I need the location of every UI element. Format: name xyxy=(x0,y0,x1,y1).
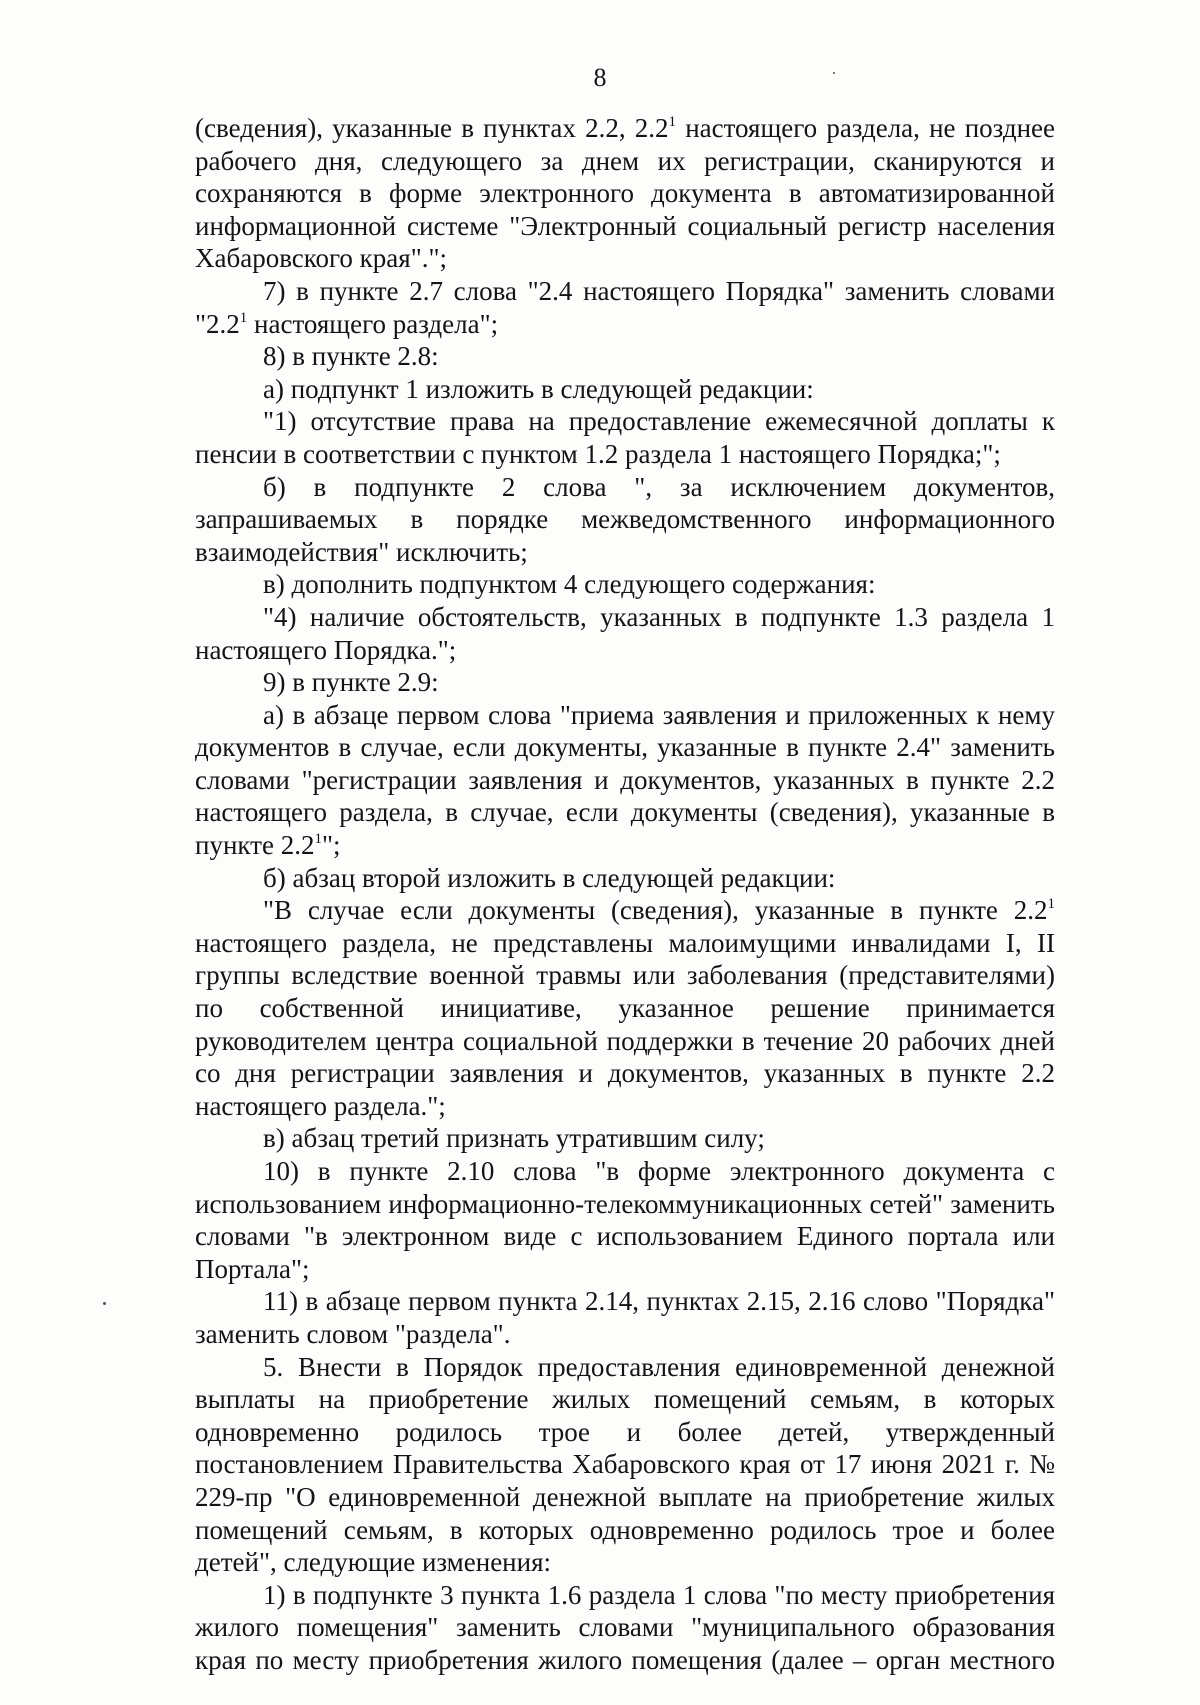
paragraph xyxy=(195,666,1055,699)
paragraph-text: 1) в подпункте 3 пункта 1.6 раздела 1 слова "по месту приобретения жилого помещения" заменить словами "муниципального образования края по месту приобретения жилого помещения (далее – орган местного xyxy=(195,1579,1055,1675)
paragraph-text: настоящего раздела, не представлены малоимущими инвалидами I, II группы вследствие военной травмы или заболевания (представителями) по собственной инициативе, указанное решение принимается руководителем центра социальной поддержки в течение 20 рабочих дней со дня регистрации заявления и документов, указанных в пункте 2.2 настоящего раздела."; xyxy=(195,927,1055,1121)
paragraph xyxy=(195,862,1055,895)
superscript: 1 xyxy=(668,114,677,130)
paragraph xyxy=(195,894,1055,1122)
scan-speck xyxy=(833,72,835,74)
paragraph-text: "4) наличие обстоятельств, указанных в подпункте 1.3 раздела 1 настоящего Порядка."; xyxy=(195,601,1055,665)
paragraph xyxy=(195,1122,1055,1155)
paragraph-text: а) в абзаце первом слова "приема заявления и приложенных к нему документов в случае, если документы, указанные в пункте 2.4" заменить словами "регистрации заявления и документов, указанных в пункте 2.2 настоящего раздела, в случае, если документы (сведения), указанные в пункте 2.2 xyxy=(195,699,1055,861)
paragraph xyxy=(195,699,1055,862)
paragraph xyxy=(195,1155,1055,1285)
paragraph xyxy=(195,112,1055,275)
paragraph-text: "; xyxy=(321,830,341,861)
paragraph xyxy=(195,373,1055,406)
document-body xyxy=(195,112,1055,1677)
paragraph xyxy=(195,471,1055,569)
paragraph-text: в) абзац третий признать утратившим силу; xyxy=(263,1123,765,1154)
paragraph xyxy=(195,340,1055,373)
paragraph-text: настоящего раздела"; xyxy=(247,308,499,339)
paragraph xyxy=(195,1579,1055,1677)
paragraph-text: (сведения), указанные в пунктах 2.2, 2.2 xyxy=(195,113,669,143)
paragraph-text: 7) в пункте 2.7 слова "2.4 настоящего Порядка" заменить словами "2.2 xyxy=(195,275,1055,339)
paragraph-text: 8) в пункте 2.8: xyxy=(263,341,439,372)
paragraph-text: 9) в пункте 2.9: xyxy=(263,667,439,698)
paragraph-text: "В случае если документы (сведения), указанные в пункте 2.2 xyxy=(263,895,1048,926)
superscript: 1 xyxy=(314,831,322,848)
paragraph xyxy=(195,568,1055,601)
paragraph-text: "1) отсутствие права на предоставление ежемесячной доплаты к пенсии в соответствии с пунктом 1.2 раздела 1 настоящего Порядка;"; xyxy=(195,406,1055,469)
scan-speck xyxy=(103,1302,106,1305)
paragraph-text: 11) в абзаце первом пункта 2.14, пунктах 2.15, 2.16 слово "Порядка" заменить словом "раздела". xyxy=(195,1286,1055,1349)
paragraph xyxy=(195,1351,1055,1579)
paragraph xyxy=(195,601,1055,666)
paragraph-text: в) дополнить подпунктом 4 следующего содержания: xyxy=(263,569,876,600)
paragraph-text: а) подпункт 1 изложить в следующей редакции: xyxy=(263,373,814,404)
paragraph-text: 10) в пункте 2.10 слова "в форме электронного документа с использованием информационно-телекоммуникационных сетей" заменить словами "в электронном виде с использованием Единого портала или Портала"; xyxy=(195,1156,1055,1284)
superscript: 1 xyxy=(239,309,248,326)
paragraph-text: 5. Внести в Порядок предоставления единовременной денежной выплаты на приобретение жилых помещений семьям, в которых одновременно родилось трое и более детей, утвержденный постановлением Правительства Хабаровского края от 17 июня 2021 г. № 229-пр "О единовременной денежной выплате на приобретение жилых помещений семьям, в которых одновременно родилось трое и более детей", следующие изменения: xyxy=(195,1351,1055,1578)
superscript: 1 xyxy=(1047,896,1055,913)
paragraph-text: б) абзац второй изложить в следующей редакции: xyxy=(263,862,836,893)
paragraph xyxy=(195,275,1055,340)
paragraph xyxy=(195,1285,1055,1350)
paragraph xyxy=(195,405,1055,470)
paragraph-text: б) в подпункте 2 слова ", за исключением документов, запрашиваемых в порядке межведомственного информационного взаимодействия" исключить; xyxy=(195,471,1055,567)
paragraph-text: настоящего раздела, не позднее рабочего дня, следующего за днем их регистрации, сканируются и сохраняются в форме электронного документа в автоматизированной информационной системе "Электронный социальный регистр населения Хабаровского края"."; xyxy=(195,113,1055,274)
page-number: 8 xyxy=(593,63,607,92)
